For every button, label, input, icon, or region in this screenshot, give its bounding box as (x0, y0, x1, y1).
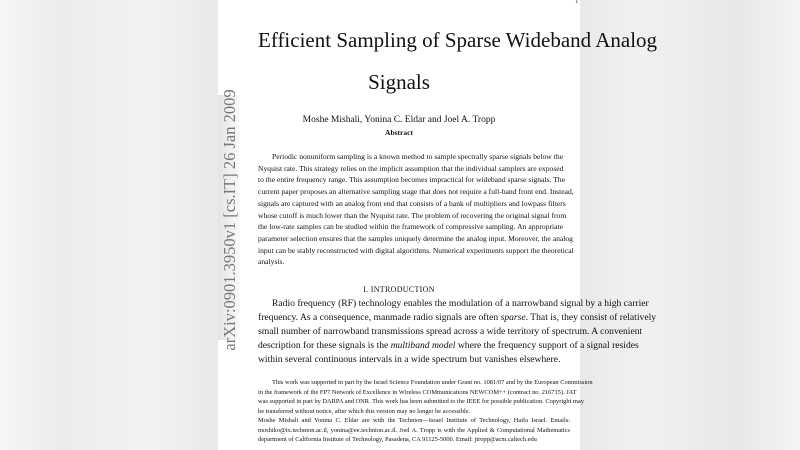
page-number: 1 (575, 0, 579, 5)
abstract-body (258, 151, 574, 268)
intro-line: frequency. As a consequence, manmade radio signals are often sparse. That is, they consist of relatively (258, 312, 657, 323)
intro-line: within several continuous intervals in a wide spectrum but vanishes elsewhere. (258, 354, 561, 365)
introduction-body (258, 297, 657, 367)
intro-line: small number of narrowband transmissions spread across a wide territory of spectrum. A convenient (258, 326, 643, 337)
abstract-line: to the entire frequency range. This assumption becomes impractical for wideband sparse signals. The (258, 175, 565, 185)
abstract-line: Nyquist rate. This strategy relies on the implicit assumption that the individual samplers are exposed (258, 163, 564, 173)
footnote-line: This work was supported in part by the Israel Science Foundation under Grant no. 1081/07 and by the European Commission (272, 379, 593, 386)
abstract-line: signals are captured with an analog front end that consists of a bank of multipliers and lowpass filters (258, 198, 566, 208)
abstract-line: the low-rate samples can be studied within the framework of compressive sampling. An appropriate (258, 222, 563, 232)
intro-line: description for these signals is the multiband model where the frequency support of a signal resides (258, 340, 639, 351)
footnote-line: was supported in part by DARPA and ONR. This work has been submitted to the IEEE for possible publication. Copyright may (258, 398, 584, 405)
abstract-line: Periodic nonuniform sampling is a known method to sample spectrally sparse signals below the (272, 152, 563, 161)
abstract-line: current paper proposes an alternative sampling stage that does not require a full-band front end. Instead, (258, 187, 574, 197)
footnote-line: moshiko@tx.technion.ac.il, yonina@ee.technion.ac.il. Joel A. Tropp is with the Applied & Computational Mathematics (258, 426, 570, 434)
paper-title-line-2: Signals (368, 70, 430, 94)
footnote-line: department of California Institute of Technology, Pasadena, CA 91125-5000. Email: jtropp@acm.caltech.edu (258, 436, 537, 443)
abstract-line: analysis. (258, 257, 285, 267)
abstract-heading: Abstract (385, 128, 413, 137)
abstract-line: whose cutoff is much lower than the Nyquist rate. The problem of recovering the original signal from (258, 210, 567, 220)
footnotes (258, 378, 593, 445)
authors: Moshe Mishali, Yonina C. Eldar and Joel A. Tropp (302, 115, 496, 125)
footnote-line: in the framework of the FP7 Network of Excellence in Wireless COMmunications NEWCOM++ (contract no. 216715). JAT (258, 388, 577, 396)
abstract-line: parameter selection ensures that the samples uniquely determine the analog input. Moreover, the analog (258, 233, 573, 243)
footnote-line: be transferred without notice, after which this version may no longer be accessible. (258, 407, 471, 415)
paper-title-line-1: Efficient Sampling of Sparse Wideband Analog (258, 28, 658, 52)
intro-line: Radio frequency (RF) technology enables the modulation of a narrowband signal by a high carrier (272, 298, 649, 309)
pdf-page (218, 0, 658, 450)
footnote-line: Moshe Mishali and Yonina C. Eldar are with the Technion—Israel Institute of Technology, Haifa Israel. Emails: (258, 417, 570, 424)
arxiv-stamp: arXiv:0901.3950v1 [cs.IT] 26 Jan 2009 (220, 89, 239, 351)
abstract-line: input can be stably reconstructed with digital algorithms. Numerical experiments support the theoretical (258, 245, 574, 255)
section-heading-introduction: I. INTRODUCTION (363, 285, 435, 294)
